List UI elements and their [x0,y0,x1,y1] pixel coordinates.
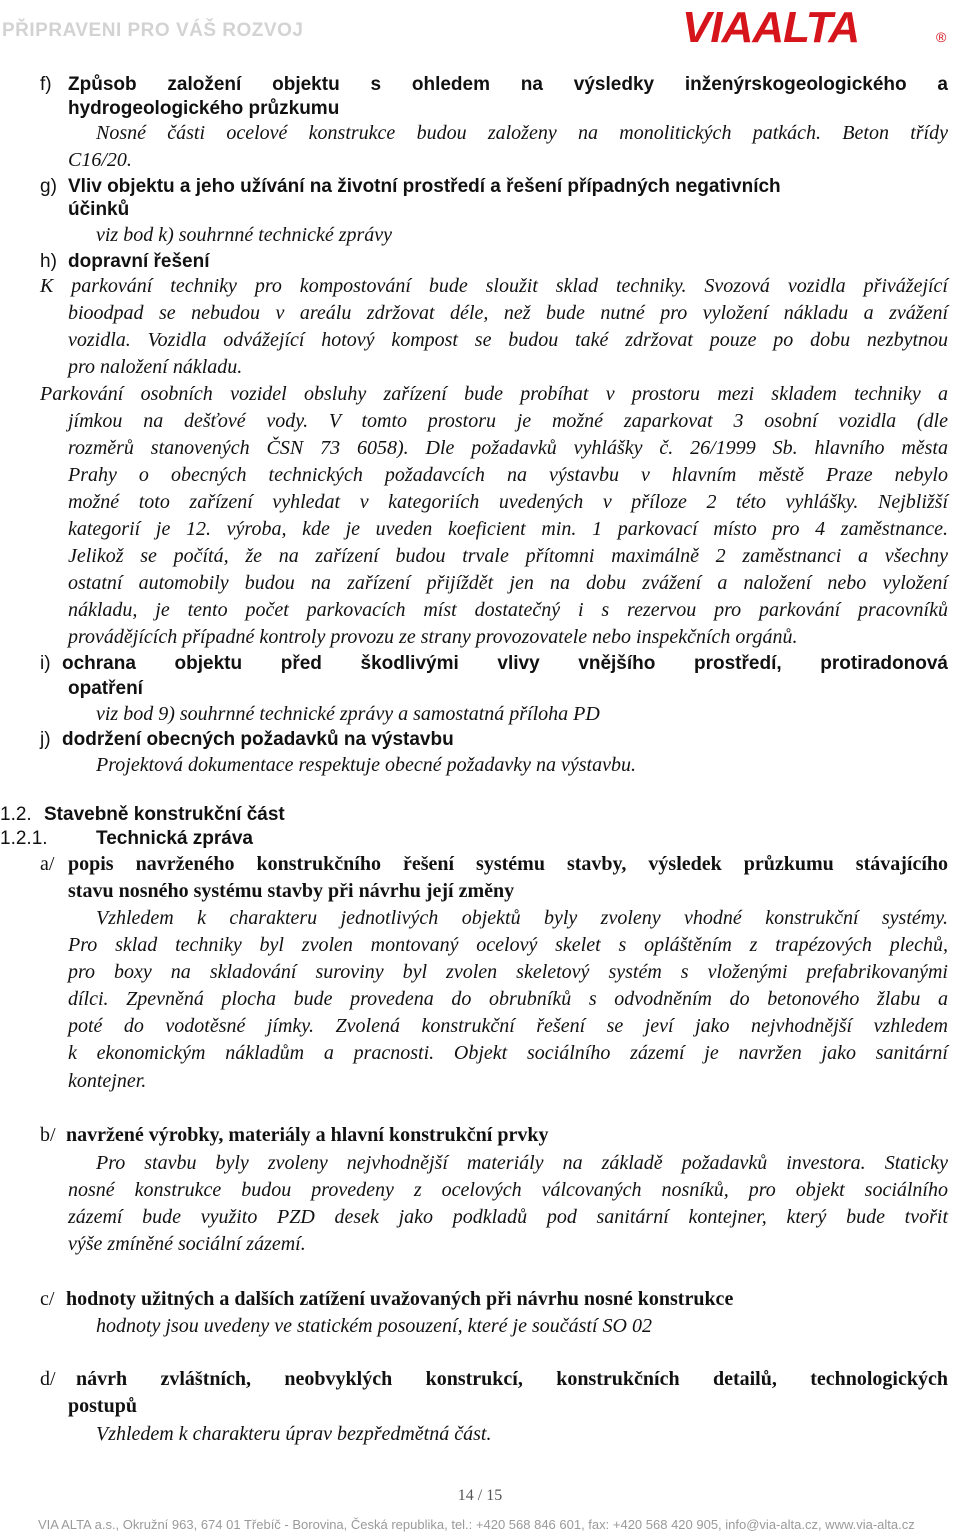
section-f-label: f) [40,74,52,95]
section-h-line: rozměrů stanovených ČSN 73 6058). Dle požadavků vyhlášky č. 26/1999 Sb. hlavního města [68,437,948,459]
sub-a-line: poté do vodotěsné jímky. Zvolená konstrukční řešení se jeví jako nejvhodnější vzhledem [68,1015,948,1037]
section-f-title-cont: hydrogeologického průzkumu [68,98,340,119]
subchapter-title: Technická zpráva [96,828,254,849]
section-i-title-cont: opatření [68,678,143,699]
section-h-line: možné toto zařízení vyhledat v kategoriích uvedených v příloze 2 této vyhlášky. Nejbližší [68,491,948,513]
section-g-title-cont: účinků [68,199,130,220]
sub-c-label: c/ [40,1288,55,1310]
sub-d-title: návrh zvláštních, neobvyklých konstrukcí, konstrukčních detailů, technologických [76,1368,948,1390]
section-h-line: provádějících případné kontroly provozu ze strany provozovatele nebo inspekčních orgánů. [68,626,798,648]
section-i-label: i) [40,653,51,674]
sub-a-line: dílci. Zpevněná plocha bude provedena do obrubníků s odvodněním do betonového žlabu a [68,988,948,1010]
footer-address: VIA ALTA a.s., Okružní 963, 674 01 Třebíč - Borovina, Česká republika, tel.: +420 568 846 601, fax: +420 568 420 905, info@via-alta.cz, www.via-alta.cz [38,1517,915,1532]
sub-d-title-cont: postupů [68,1395,137,1417]
sub-a-line: kontejner. [68,1070,147,1092]
sub-b-line: výše zmíněné sociální zázemí. [68,1233,306,1255]
section-h-line: Parkování osobních vozidel obsluhy zařízení bude probíhat v prostoru mezi skladem techniky a [40,383,948,405]
sub-c-title: hodnoty užitných a dalších zatížení uvažovaných při návrhu nosné konstrukce [66,1288,734,1310]
section-h-line: nákladu, je tento počet parkovacích míst dostatečný i s rezervou pro parkování pracovníků [68,599,948,621]
sub-a-label: a/ [40,853,55,875]
sub-a-line: pro boxy na skladování suroviny byl zvolen skeletový systém s vloženými prefabrikovanými [68,961,948,983]
chapter-title: Stavebně konstrukční část [44,804,285,825]
page-header [0,0,960,52]
section-i-text: viz bod 9) souhrnné technické zprávy a samostatná příloha PD [96,703,600,725]
logo-registered-mark: ® [936,29,947,45]
sub-b-title: navržené výrobky, materiály a hlavní konstrukční prvky [66,1124,549,1146]
sub-a-title-cont: stavu nosného systému stavby při návrhu její změny [68,880,515,902]
section-j-text: Projektová dokumentace respektuje obecné požadavky na výstavbu. [96,754,636,776]
logo-text: VIAALTA [682,3,860,46]
section-f-text-cont: C16/20. [68,149,132,171]
section-h-title: dopravní řešení [68,251,210,272]
section-h-line: kategorií je 12. výroba, kde je uveden koeficient min. 1 parkovací místo pro 4 zaměstnance. [68,518,948,540]
section-h-line: jímkou na dešťové vody. V tomto prostoru je možné zaparkovat 3 osobní vozidla (dle [68,410,948,432]
section-h-label: h) [40,251,57,272]
sub-a-line: k ekonomickým nákladům a pracnosti. Objekt sociálního zázemí je navržen jako sanitární [68,1042,948,1064]
section-f-text: Nosné části ocelové konstrukce budou založeny na monolitických patkách. Beton třídy [96,122,948,144]
section-h-line: bioodpad se nebudou v areálu zdržovat déle, než bude nutné pro vyložení nákladu a zvážení [68,302,948,324]
page-number: 14 / 15 [457,1487,503,1504]
section-h-line: Prahy o obecných technických požadavcích na výstavbu v hlavním městě Praze nebylo [68,464,948,486]
sub-b-label: b/ [40,1124,56,1146]
section-g-title: Vliv objektu a jeho užívání na životní prostředí a řešení případných negativních [68,176,781,197]
subchapter-number: 1.2.1. [0,828,48,849]
section-g-label: g) [40,176,57,197]
sub-d-text: Vzhledem k charakteru úprav bezpředmětná část. [96,1423,492,1445]
sub-b-line: nosné konstrukce budou provedeny z ocelových válcovaných nosníků, pro objekt sociálního [68,1179,948,1201]
section-i-title: ochrana objektu před škodlivými vlivy vnějšího prostředí, protiradonová [62,653,948,674]
header-tagline: PŘIPRAVENI PRO VÁŠ ROZVOJ [2,20,304,41]
sub-b-line: Pro stavbu byly zvoleny nejvhodnější materiály na základě požadavků investora. Staticky [96,1152,948,1174]
sub-a-line: Vzhledem k charakteru jednotlivých objektů byly zvoleny vhodné konstrukční systémy. [96,907,948,929]
section-h-line: ostatní automobily budou na zařízení přijíždět jen na dobu zvážení a naložení nebo vyložení [68,572,948,594]
section-h-line: K parkování techniky pro kompostování bude sloužit sklad techniky. Svozová vozidla přivážející [40,275,948,297]
section-f-title: Způsob založení objektu s ohledem na výsledky inženýrskogeologického a [68,74,948,95]
section-g-text: viz bod k) souhrnné technické zprávy [96,224,393,246]
section-j-label: j) [40,729,51,750]
company-logo [682,2,952,46]
section-h-line: Jelikož se počítá, že na zařízení budou trvale přítomni maximálně 2 zaměstnanci a všechny [68,545,948,567]
section-h-line: vozidla. Vozidla odvážející hotový kompost se budou také zdržovat pouze po dobu nezbytnou [68,329,948,351]
sub-d-label: d/ [40,1368,56,1390]
section-h-line: pro naložení nákladu. [68,356,243,378]
sub-a-title: popis navrženého konstrukčního řešení systému stavby, výsledek průzkumu stávajícího [68,853,948,875]
chapter-number: 1.2. [0,804,32,825]
sub-a-line: Pro sklad techniky byl zvolen montovaný ocelový skelet s opláštěním z trapézových plechů, [68,934,948,956]
section-j-title: dodržení obecných požadavků na výstavbu [62,729,454,750]
sub-c-text: hodnoty jsou uvedeny ve statickém posouzení, které je součástí SO 02 [96,1315,652,1337]
sub-b-line: zázemí bude využito PZD desek jako podkladů pod sanitární kontejner, který bude tvořit [68,1206,948,1228]
